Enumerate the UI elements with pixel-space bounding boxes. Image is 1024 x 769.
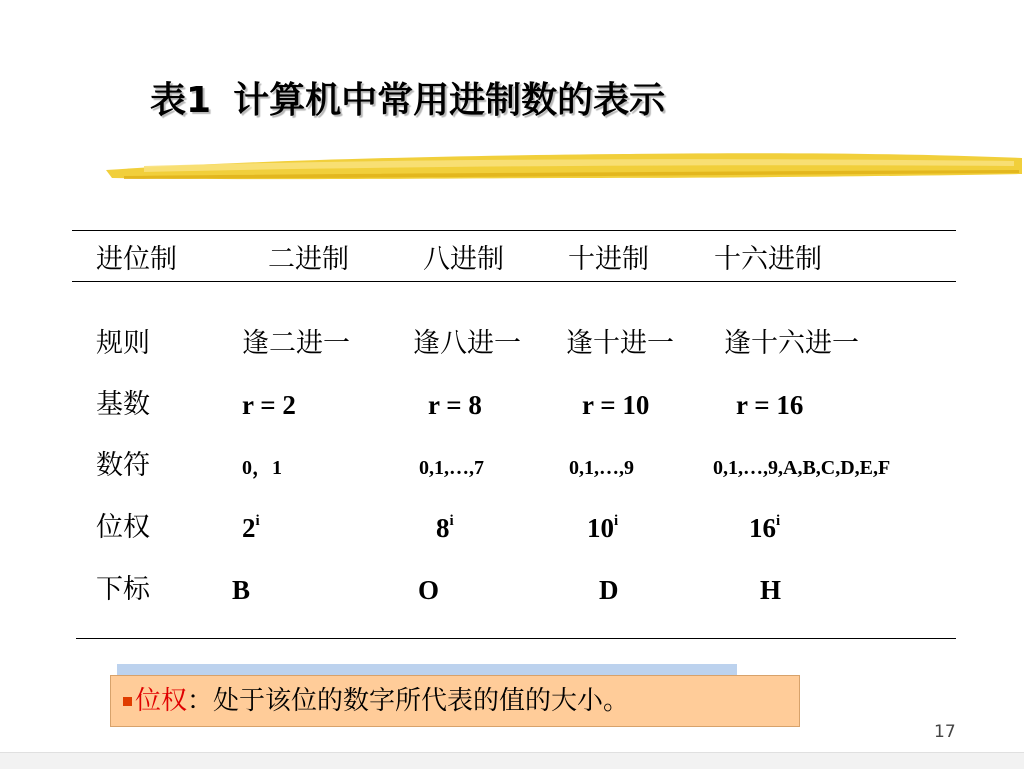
weight-exponent: i bbox=[614, 513, 619, 529]
note-box bbox=[110, 675, 800, 727]
table-cell: r = 2 bbox=[242, 390, 296, 420]
table-cell: 0，1 bbox=[242, 457, 282, 479]
table-cell: 0,1,…,7 bbox=[419, 457, 484, 479]
table-cell: 0,1,…,9,A,B,C,D,E,F bbox=[713, 457, 891, 479]
table-cell: 0,1,…,9 bbox=[569, 457, 634, 479]
table-cell: 逢十进一 bbox=[566, 328, 674, 359]
row-label-weight: 位权 bbox=[96, 512, 150, 543]
table-top-rule bbox=[72, 230, 956, 231]
table-cell bbox=[749, 512, 780, 544]
title-prefix: 表1 bbox=[150, 80, 212, 121]
table-header-cell: 八进制 bbox=[423, 244, 504, 275]
table-cell: 逢十六进一 bbox=[724, 328, 859, 359]
table-cell bbox=[587, 512, 618, 544]
weight-exponent: i bbox=[255, 513, 260, 529]
table-cell: r = 8 bbox=[428, 390, 482, 420]
row-label-radix: 基数 bbox=[96, 389, 150, 420]
weight-exponent: i bbox=[449, 513, 454, 529]
weight-base: 8 bbox=[436, 513, 450, 543]
table-cell: D bbox=[599, 575, 619, 605]
table-cell bbox=[242, 512, 260, 544]
table-header-cell: 二进制 bbox=[268, 244, 349, 275]
slide-title bbox=[150, 72, 665, 123]
note-colon: ： bbox=[187, 686, 214, 716]
weight-exponent: i bbox=[776, 513, 781, 529]
table-cell: r = 16 bbox=[736, 390, 804, 420]
weight-base: 16 bbox=[749, 513, 776, 543]
table-cell bbox=[436, 512, 454, 544]
table-cell: O bbox=[418, 575, 440, 605]
note-term: 位权 bbox=[135, 686, 188, 716]
row-label-suffix: 下标 bbox=[96, 574, 150, 605]
table-cell: B bbox=[232, 575, 251, 605]
table-header-cell: 十进制 bbox=[568, 244, 649, 275]
table-cell: 逢八进一 bbox=[413, 328, 521, 359]
highlight-brush-stroke bbox=[104, 148, 1024, 188]
weight-base: 2 bbox=[242, 513, 256, 543]
footer-bar bbox=[0, 752, 1024, 769]
page-number: 17 bbox=[934, 722, 956, 742]
table-cell: r = 10 bbox=[582, 390, 650, 420]
row-label-digits: 数符 bbox=[96, 450, 150, 481]
table-cell: 逢二进一 bbox=[242, 328, 350, 359]
title-text: 计算机中常用进制数的表示 bbox=[233, 80, 666, 121]
table-bottom-rule bbox=[76, 638, 956, 639]
table-cell: H bbox=[760, 575, 782, 605]
note-text: 处于该位的数字所代表的值的大小。 bbox=[213, 686, 630, 716]
weight-base: 10 bbox=[587, 513, 614, 543]
table-header-cell: 十六进制 bbox=[714, 244, 822, 275]
table-header-cell: 进位制 bbox=[96, 244, 177, 275]
square-bullet-icon bbox=[123, 697, 132, 706]
table-header-rule bbox=[72, 281, 956, 282]
row-label-rule: 规则 bbox=[96, 328, 150, 359]
